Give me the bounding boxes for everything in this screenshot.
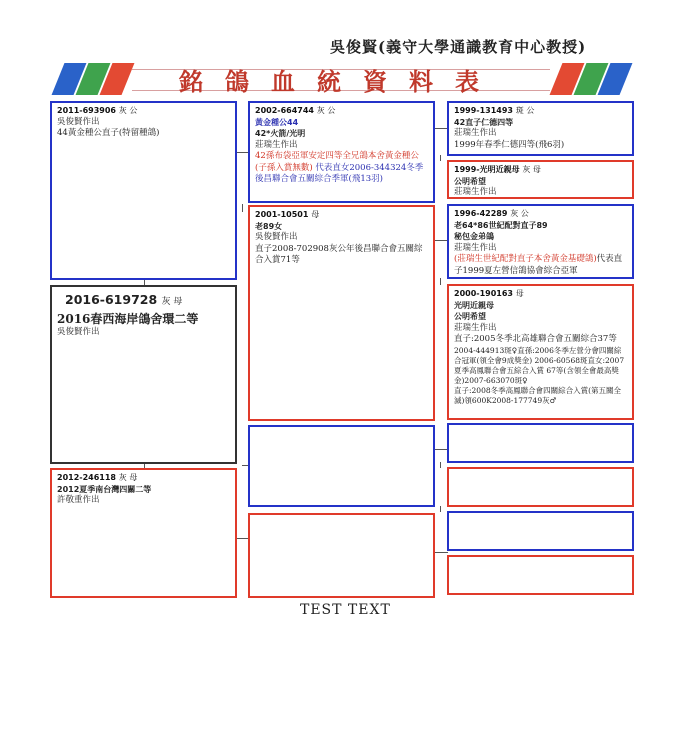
pigeon-award: 2016春西海岸鴿舍環二等	[57, 312, 199, 326]
ring-number: 2016-619728	[65, 292, 158, 307]
sss-ring	[454, 105, 627, 117]
ring-number: 2011-693906	[57, 106, 116, 115]
ring-number: 2012-246118	[57, 473, 116, 482]
dsd-card	[447, 467, 634, 507]
footer-text: TEST TEXT	[300, 602, 391, 618]
sdd-line: 莊瑞生作出	[454, 322, 497, 333]
sss-line: 42直子仁德四等	[454, 117, 514, 127]
ring-number: 1999-光明近親母	[454, 165, 520, 174]
sire-sire-card	[248, 101, 435, 203]
subject-pigeon-card	[50, 285, 237, 464]
ddd-card	[447, 555, 634, 595]
sss-line: 莊瑞生作出	[454, 128, 497, 138]
connector	[434, 128, 448, 129]
dam-card	[50, 468, 237, 598]
ss-line: 莊瑞生作出	[255, 139, 298, 150]
color-sex: 斑 公	[515, 106, 535, 115]
dss-card	[447, 423, 634, 463]
sire-dam-card	[248, 205, 435, 421]
ss-red-note: 42孫布袋亞軍安定四等全兄鴿本舍黃金種公	[255, 151, 419, 161]
sd-line: 直子2008-702908灰公年後昌聯合會五關綜合入賞71等	[255, 243, 423, 265]
sire-ring	[57, 105, 230, 117]
color-sex: 灰 母	[118, 473, 138, 482]
color-sex: 灰 母	[161, 297, 183, 307]
sdd-line: 直子:2005冬季北高雄聯合會五關綜合37等	[454, 334, 617, 344]
sd-line: 吳俊賢作出	[255, 232, 298, 242]
ss-name: 黃金種公44	[255, 117, 299, 127]
pigeon-ring	[57, 291, 230, 311]
sd-ring	[255, 209, 428, 221]
dam-line: 許敬重作出	[57, 495, 100, 505]
connector	[434, 240, 448, 241]
ssd-line: 莊瑞生作出	[454, 187, 497, 197]
connector	[242, 204, 243, 212]
dam-sire-card	[248, 425, 435, 507]
sire-card	[50, 101, 237, 280]
dds-card	[447, 511, 634, 551]
color-sex: 灰 母	[522, 165, 541, 174]
color-sex: 灰 公	[510, 209, 529, 218]
sdd-line: 公明希望	[454, 312, 486, 321]
color-sex: 灰 公	[118, 106, 138, 115]
sire-line: 吳俊賢作出	[57, 116, 100, 127]
ss-ring	[255, 105, 428, 117]
sdd-line: 2004-444913斑♀直孫:2006冬季左營分會四關綜合冠軍(領全會9成獎金) 2006-60568斑直女:2007夏季高鳳聯合會五綜合入賞 67等(含領全會最高獎金)2007-663070斑♀	[454, 345, 625, 385]
sss-card	[447, 101, 634, 156]
sds-ring	[454, 208, 627, 220]
connector	[440, 278, 441, 285]
connector	[434, 552, 448, 553]
color-sex: 灰 公	[316, 106, 336, 115]
ring-number: 2000-190163	[454, 289, 513, 298]
connector	[434, 449, 448, 450]
connector	[440, 462, 441, 468]
color-sex: 母	[311, 210, 320, 219]
sds-red-note: (莊瑞生世紀配對直子本舍黃金基礎鴿)	[454, 254, 597, 264]
ring-number: 2001-10501	[255, 210, 309, 219]
ss-red-note: (子孫入賞無數)	[255, 162, 313, 173]
sdd-card	[447, 284, 634, 420]
sds-note: 代表直子1999夏左營信鴿協會綜合亞軍	[454, 254, 623, 276]
ssd-ring	[454, 164, 627, 176]
page-title: 銘鴿血統資料表	[179, 67, 501, 96]
dam-line: 2012夏季南台灣四關二等	[57, 484, 152, 494]
sds-line: 莊瑞生作出	[454, 242, 497, 253]
sire-line: 44黃金種公直子(特留種鴿)	[57, 128, 160, 138]
right-stripe-decoration	[552, 63, 632, 95]
ring-number: 1996-42289	[454, 209, 508, 218]
sdd-ring	[454, 288, 627, 300]
pigeon-breeder: 吳俊賢作出	[57, 327, 100, 337]
sds-line: 秘包金弟鴿	[454, 232, 494, 241]
ssd-card	[447, 160, 634, 199]
connector	[440, 506, 441, 512]
sdd-line: 直子:2008冬季高鳳聯合會四關綜合入賞(第五關全滅)領600K2008-177749灰♂	[454, 385, 622, 405]
ssd-line: 公明希望	[454, 176, 486, 186]
ring-number: 2002-664744	[255, 106, 314, 115]
ss-line: 42*火箭/光明	[255, 129, 306, 138]
sds-card	[447, 204, 634, 279]
sss-line: 1999年春季仁德四等(飛6羽)	[454, 139, 565, 150]
ring-number: 1999-131493	[454, 106, 513, 115]
ss-blue-note: 代表直女2006-344324冬季	[312, 162, 424, 173]
dam-dam-card	[248, 513, 435, 598]
sdd-line: 光明近親母	[454, 300, 494, 310]
color-sex: 母	[515, 289, 524, 298]
author-credit: 吳俊賢(義守大學通識教育中心教授)	[330, 38, 587, 56]
left-stripe-decoration	[54, 63, 134, 95]
dam-ring	[57, 472, 230, 484]
connector	[440, 155, 441, 161]
ss-blue-note: 後昌聯合會五關綜合季軍(飛13羽)	[255, 174, 383, 184]
sd-line: 老89女	[255, 221, 283, 231]
sds-line: 老64*86世紀配對直子89	[454, 220, 548, 230]
